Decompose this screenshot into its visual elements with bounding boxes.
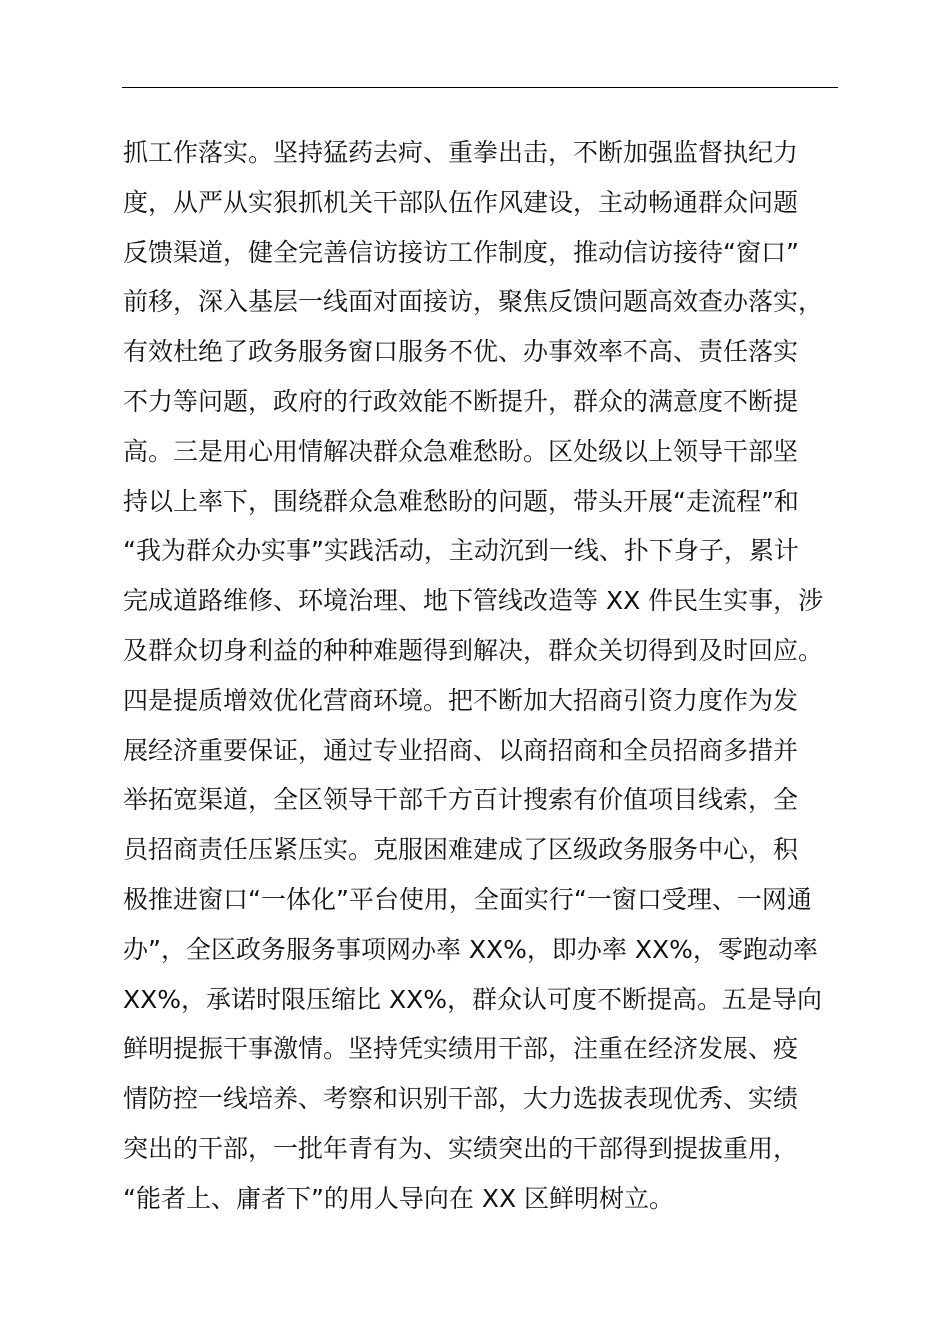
text-line: 鲜明提振干事激情。坚持凭实绩用干部，注重在经济发展、疫 xyxy=(123,1034,799,1064)
text-line: 极推进窗口“一体化”平台使用，全面实行“一窗口受理、一网通 xyxy=(123,884,812,914)
text-line: 员招商责任压紧压实。克服困难建成了区级政务服务中心，积 xyxy=(123,835,799,865)
text-line: XX%，承诺时限压缩比 XX%，群众认可度不断提高。五是导向 xyxy=(123,984,822,1014)
text-line: 展经济重要保证，通过专业招商、以商招商和全员招商多措并 xyxy=(123,735,799,765)
text-line: 持以上率下，围绕群众急难愁盼的问题，带头开展“走流程”和 xyxy=(123,486,799,516)
text-line: 四是提质增效优化营商环境。把不断加大招商引资力度作为发 xyxy=(123,685,799,715)
text-line: “我为群众办实事”实践活动，主动沉到一线、扑下身子，累计 xyxy=(123,536,799,566)
text-line: “能者上、庸者下”的用人导向在 XX 区鲜明树立。 xyxy=(123,1183,675,1213)
text-line: 情防控一线培养、考察和识别干部，大力选拔表现优秀、实绩 xyxy=(123,1084,799,1114)
header-rule xyxy=(122,87,838,88)
text-line: 不力等问题，政府的行政效能不断提升，群众的满意度不断提 xyxy=(123,386,799,416)
text-line: 抓工作落实。坚持猛药去疴、重拳出击，不断加强监督执纪力 xyxy=(123,138,799,167)
text-line: 突出的干部，一批年青有为、实绩突出的干部得到提拔重用， xyxy=(123,1133,799,1163)
text-line: 前移，深入基层一线面对面接访，聚焦反馈问题高效查办落实， xyxy=(123,287,824,317)
text-line: 有效杜绝了政务服务窗口服务不优、办事效率不高、责任落实 xyxy=(123,337,799,367)
text-line: 度，从严从实狠抓机关干部队伍作风建设，主动畅通群众问题 xyxy=(123,187,799,217)
text-line: 及群众切身利益的种种难题得到解决，群众关切得到及时回应。 xyxy=(123,635,824,665)
text-line: 反馈渠道，健全完善信访接访工作制度，推动信访接待“窗口” xyxy=(123,237,799,267)
text-line: 办”，全区政务服务事项网办率 XX%，即办率 XX%，零跑动率 xyxy=(123,934,818,964)
text-line: 举拓宽渠道，全区领导干部千方百计搜索有价值项目线索，全 xyxy=(123,785,799,815)
text-line: 高。三是用心用情解决群众急难愁盼。区处级以上领导干部坚 xyxy=(123,436,799,466)
text-line: 完成道路维修、环境治理、地下管线改造等 XX 件民生实事，涉 xyxy=(123,586,824,616)
body-text xyxy=(123,128,853,1224)
